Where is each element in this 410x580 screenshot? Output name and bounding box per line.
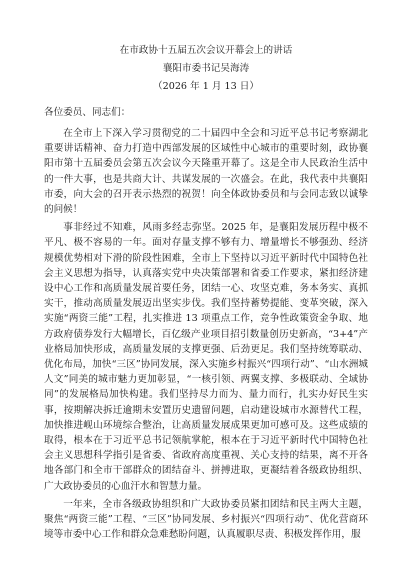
salutation: 各位委员、同志们： <box>44 107 131 118</box>
speech-title: 在市政协十五届五次会议开幕会上的讲话 <box>119 45 293 56</box>
body-paragraph-2: 事非经过不知难，风雨多经志弥坚。2025 年，是襄阳发展历程中极不平凡、极不容易的一年。面对存量支撑不够有力、增量增长不够强劲、经济规模优势相对下滑的阶段性困难，全市上下坚持以习近平新时代中国特色社会主义思想为指导，认真落实党中央决策部署和省委工作要求，紧扣经济建设中心工作和高质量发展首要任务，团结一心、攻坚克难，务本务实、真抓实干，推动高质量发展迈出坚实步伐。我们坚持蓄势提能、变革突破，深入实施“两资三能”工程，扎实推进 13 项重点工作，竞争性政策资金争取、地方政府债券发行大幅增长，百亿级产业项目招引数量创历史新高，“3+4”产业格局加快形成，高质量发展的支撑更强、后劲更足。我们坚持统筹联动、优化布局，加快“三区”协同发展，深入实施乡村振兴“四项行动”、“山水洲城人文”同美的城市魅力更加彰显，“一核引领、两翼支撑、多极联动、全域协同”的发展格局加快构建。我们坚持尽力而为、量力而行，扎实办好民生实事，按期解决拆迁逾期未安置历史遗留问题，启动建设城市水源替代工程，加快推进岘山环境综合整治，让高质量发展成果更加可感可及。这些成绩的取得，根本在于习近平总书记领航掌舵，根本在于习近平新时代中国特色社会主义思想科学指引是省委、省政府高度重视、关心支持的结果，离不开各地各部门和全市干部群众的团结奋斗、拼搏进取，更凝结着各级政协组织、广大政协委员的心血汗水和智慧力量。 <box>44 222 368 492</box>
speech-date: （2026 年 1 月 13 日） <box>153 81 259 92</box>
body-paragraph-3: 一年来，全市各级政协组织和广大政协委员紧扣团结和民主两大主题，聚焦“两资三能”工程、“三区”协同发展、乡村振兴“四项行动”、优化营商环境等市委中心工作和群众急难愁盼问题，认真履职尽责、积极发挥作用，服 <box>44 498 368 541</box>
body-paragraph-1: 在全市上下深入学习贯彻党的二十届四中全会和习近平总书记考察湖北重要讲话精神、奋力打造中西部发展的区域性中心城市的重要时刻，政协襄阳市第十五届委员会第五次会议今天隆重开幕了。这是全市人民政治生活中的一件大事，也是共商大计、共谋发展的一次盛会。在此，我代表中共襄阳市委，向大会的召开表示热烈的祝贺！向全体政协委员和与会同志致以诚挚的问候！ <box>44 128 368 216</box>
speaker-line: 襄阳市委书记吴海涛 <box>162 63 250 74</box>
